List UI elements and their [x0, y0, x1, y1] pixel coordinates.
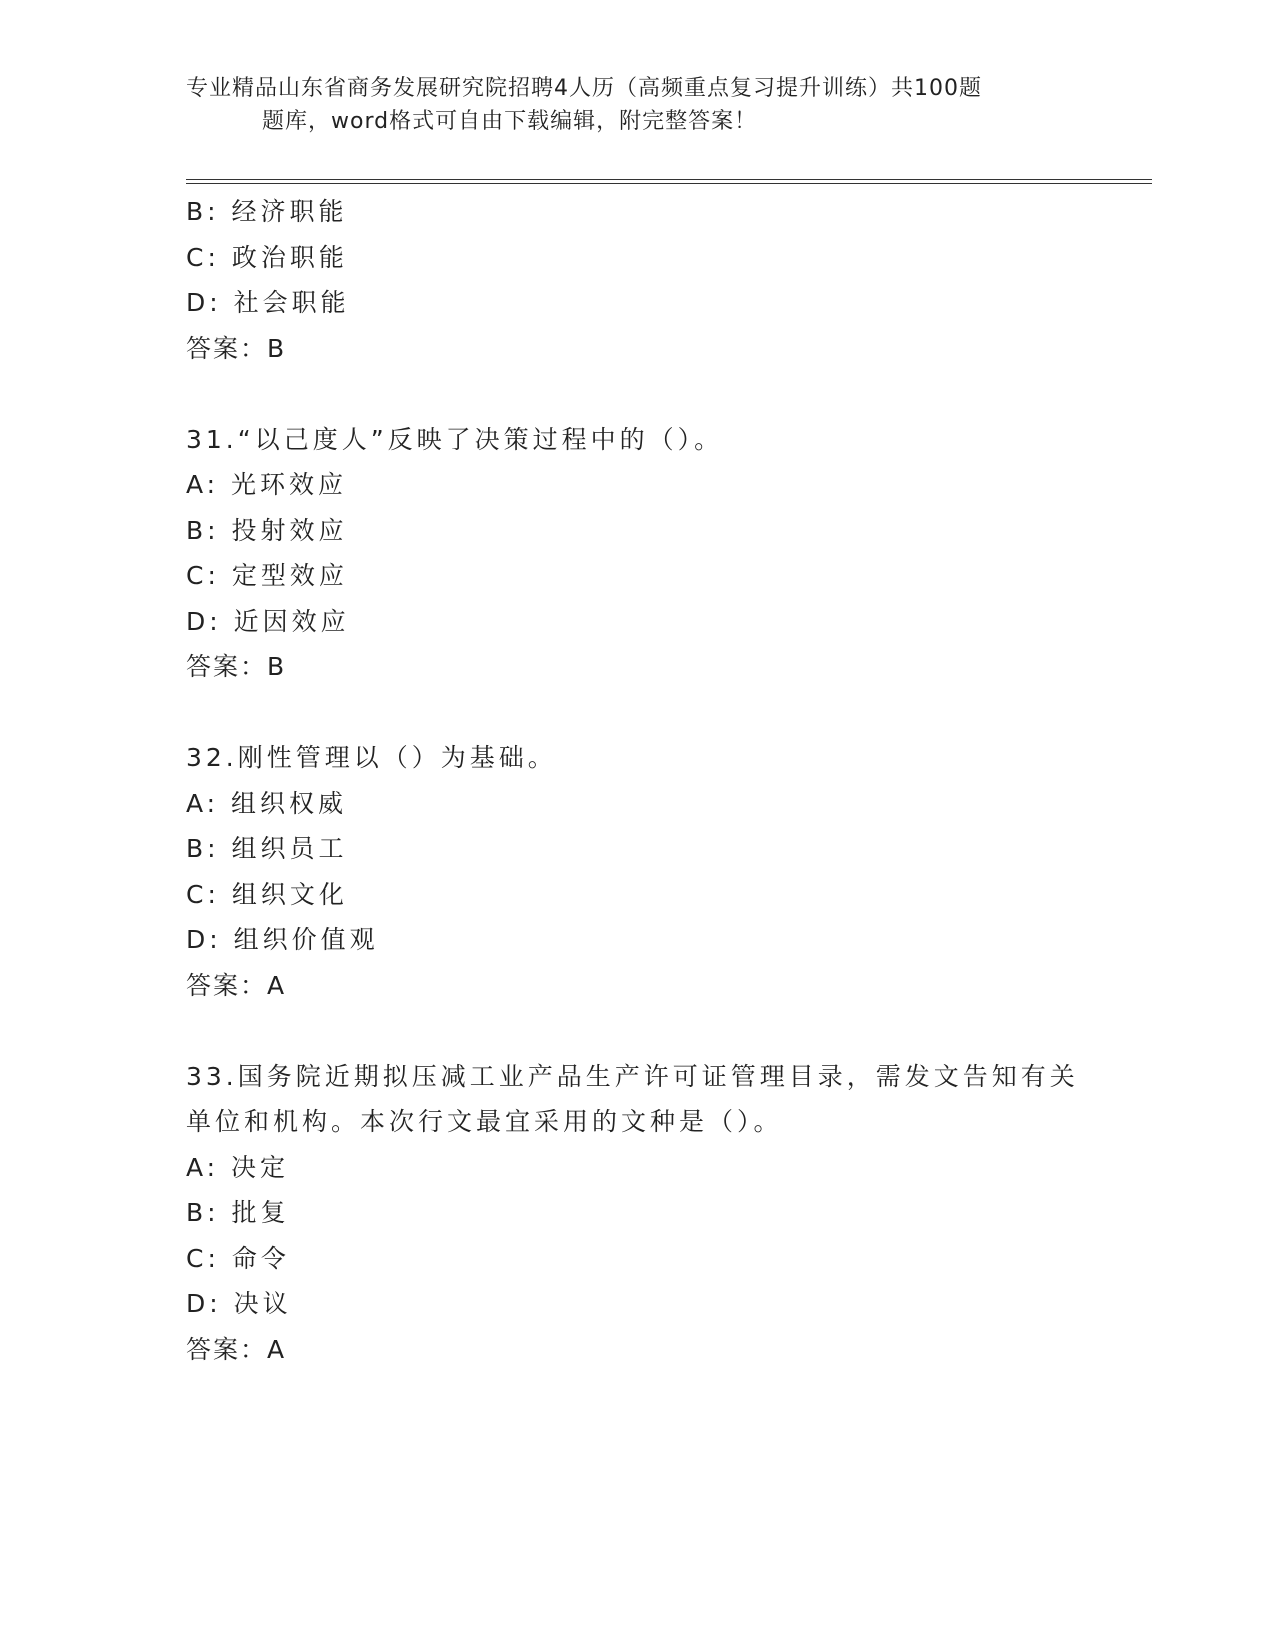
option-a: A: 决定	[186, 1152, 290, 1182]
question-block-32	[186, 735, 1152, 1008]
question-text: 32.刚性管理以（）为基础。	[186, 743, 557, 772]
question-list	[186, 189, 1152, 1372]
option-d: D: 近因效应	[186, 606, 350, 636]
spacer	[186, 690, 1152, 736]
option-c: C: 组织文化	[186, 879, 348, 909]
option-d: D: 社会职能	[186, 288, 350, 317]
answer-line: 答案：B	[186, 652, 287, 681]
header-title-line1: 专业精品山东省商务发展研究院招聘4人历（高频重点复习提升训练）共100题	[186, 76, 982, 101]
spacer	[186, 371, 1152, 417]
option-b: B: 投射效应	[186, 515, 348, 545]
option-a: A: 组织权威	[186, 788, 348, 818]
option-b: B: 组织员工	[186, 834, 348, 863]
option-c: C: 定型效应	[186, 561, 348, 590]
question-text: 33.国务院近期拟压减工业产品生产许可证管理目录，需发文告知有关单位和机构。本次行文最宜采用的文种是（）。	[186, 1061, 1079, 1136]
question-block-31	[186, 417, 1152, 690]
answer-line: 答案：A	[186, 1334, 287, 1364]
header-rule-top	[186, 179, 1152, 180]
option-b: B: 经济职能	[186, 197, 348, 226]
option-a: A: 光环效应	[186, 470, 348, 499]
question-block-30	[186, 189, 1152, 371]
option-b: B: 批复	[186, 1198, 290, 1227]
header-title-line2: 题库，word格式可自由下载编辑，附完整答案！	[262, 109, 758, 134]
spacer	[186, 1008, 1152, 1054]
option-c: C: 命令	[186, 1243, 290, 1273]
option-d: D: 组织价值观	[186, 925, 379, 954]
answer-line: 答案：B	[186, 333, 287, 363]
option-d: D: 决议	[186, 1289, 292, 1318]
header-rule-bottom	[186, 183, 1152, 184]
question-text: 31.“以己度人”反映了决策过程中的（）。	[186, 424, 724, 454]
document-header	[186, 72, 1066, 138]
answer-line: 答案：A	[186, 970, 287, 1000]
option-c: C: 政治职能	[186, 242, 348, 272]
question-block-33	[186, 1054, 1152, 1373]
